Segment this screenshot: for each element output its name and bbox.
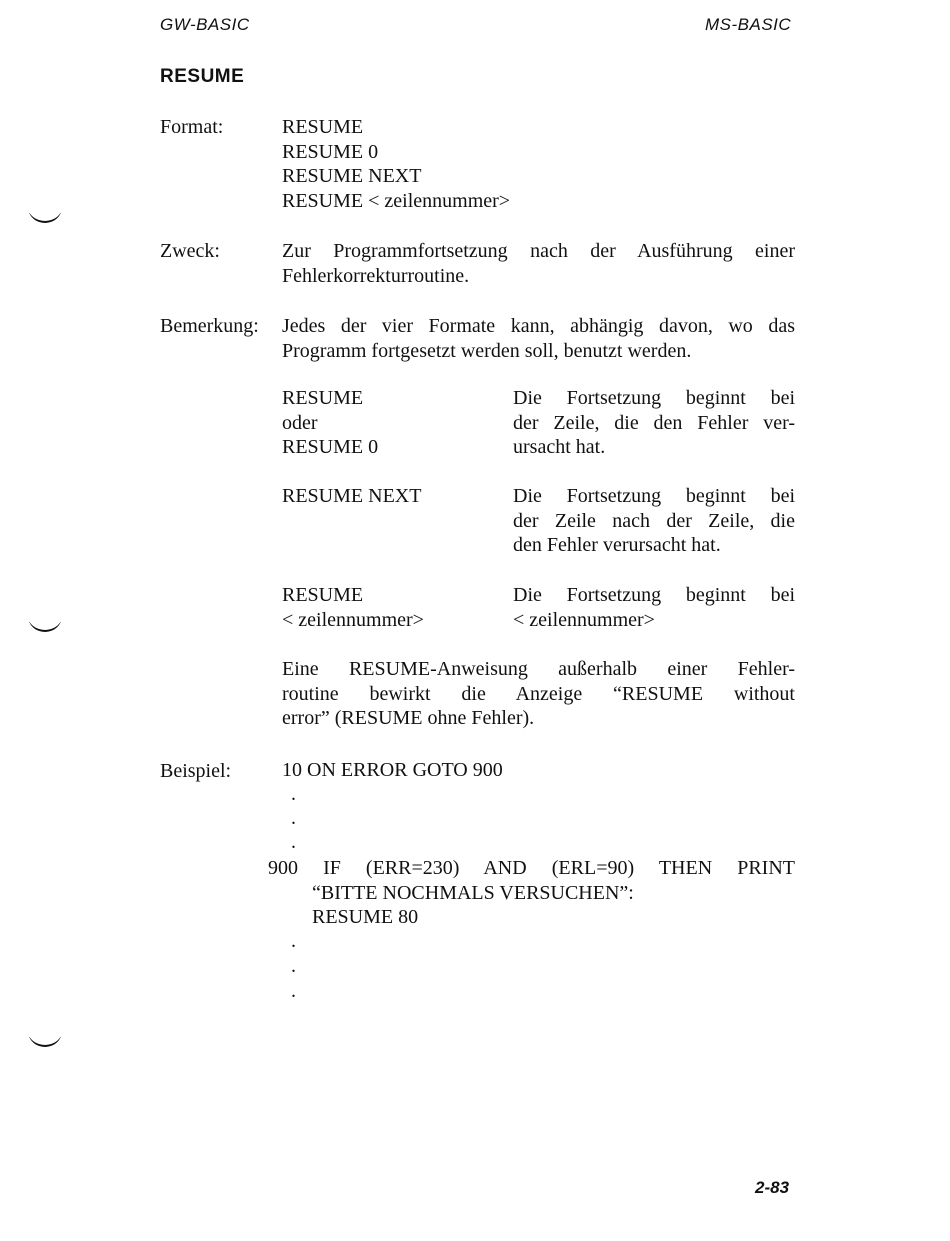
case-form: RESUME	[282, 584, 364, 606]
case-description: der Zeile, die den Fehler ver-	[513, 411, 795, 434]
case-description: ursacht hat.	[513, 436, 606, 458]
purpose-line: Zur Programmfortsetzung nach der Ausführung einer	[282, 240, 795, 262]
binder-hole-mark	[28, 1037, 62, 1049]
case-form: RESUME	[282, 387, 364, 409]
ellipsis-dot: .	[291, 930, 296, 952]
example-code-line: 10 ON ERROR GOTO 900	[282, 759, 503, 781]
case-form: oder	[282, 411, 318, 434]
section-title: RESUME	[160, 66, 245, 87]
format-line: RESUME 0	[282, 140, 379, 163]
case-description: < zeilennummer>	[513, 608, 655, 631]
case-form: < zeilennummer>	[282, 608, 424, 631]
case-description: Die Fortsetzung beginnt bei	[513, 387, 795, 409]
running-header-left: GW-BASIC	[160, 15, 250, 34]
remark-line: Jedes der vier Formate kann, abhängig davon, wo das	[282, 315, 795, 337]
page-number: 2-83	[755, 1178, 790, 1197]
case-form: RESUME 0	[282, 436, 379, 458]
case-description: den Fehler verursacht hat.	[513, 534, 721, 556]
case-description: Die Fortsetzung beginnt bei	[513, 485, 795, 507]
format-label: Format:	[160, 116, 224, 138]
remark-line: Programm fortgesetzt werden soll, benutzt werden.	[282, 339, 692, 362]
example-code-line: “BITTE NOCHMALS VERSUCHEN”:	[312, 881, 634, 904]
case-form: RESUME NEXT	[282, 485, 422, 507]
ellipsis-dot: .	[291, 955, 296, 977]
running-header-right: MS-BASIC	[705, 15, 792, 34]
note-line: error” (RESUME ohne Fehler).	[282, 707, 535, 729]
ellipsis-dot: .	[291, 783, 296, 805]
ellipsis-dot: .	[291, 831, 296, 853]
note-line: Eine RESUME-Anweisung außerhalb einer Fehler-	[282, 658, 795, 680]
binder-hole-mark	[28, 622, 62, 634]
format-line: RESUME	[282, 116, 364, 138]
example-label: Beispiel:	[160, 760, 232, 782]
binder-hole-mark	[28, 213, 62, 225]
case-description: Die Fortsetzung beginnt bei	[513, 584, 795, 606]
format-line: RESUME < zeilennummer>	[282, 189, 511, 212]
example-code-line: RESUME 80	[312, 906, 419, 928]
purpose-line: Fehlerkorrekturroutine.	[282, 264, 470, 287]
note-line: routine bewirkt die Anzeige “RESUME without	[282, 682, 795, 705]
ellipsis-dot: .	[291, 807, 296, 829]
remark-label: Bemerkung:	[160, 315, 259, 337]
case-description: der Zeile nach der Zeile, die	[513, 509, 795, 532]
format-line: RESUME NEXT	[282, 165, 422, 187]
example-code-line: 900 IF (ERR=230) AND (ERL=90) THEN PRINT	[268, 857, 795, 879]
ellipsis-dot: .	[291, 980, 296, 1002]
purpose-label: Zweck:	[160, 240, 220, 262]
